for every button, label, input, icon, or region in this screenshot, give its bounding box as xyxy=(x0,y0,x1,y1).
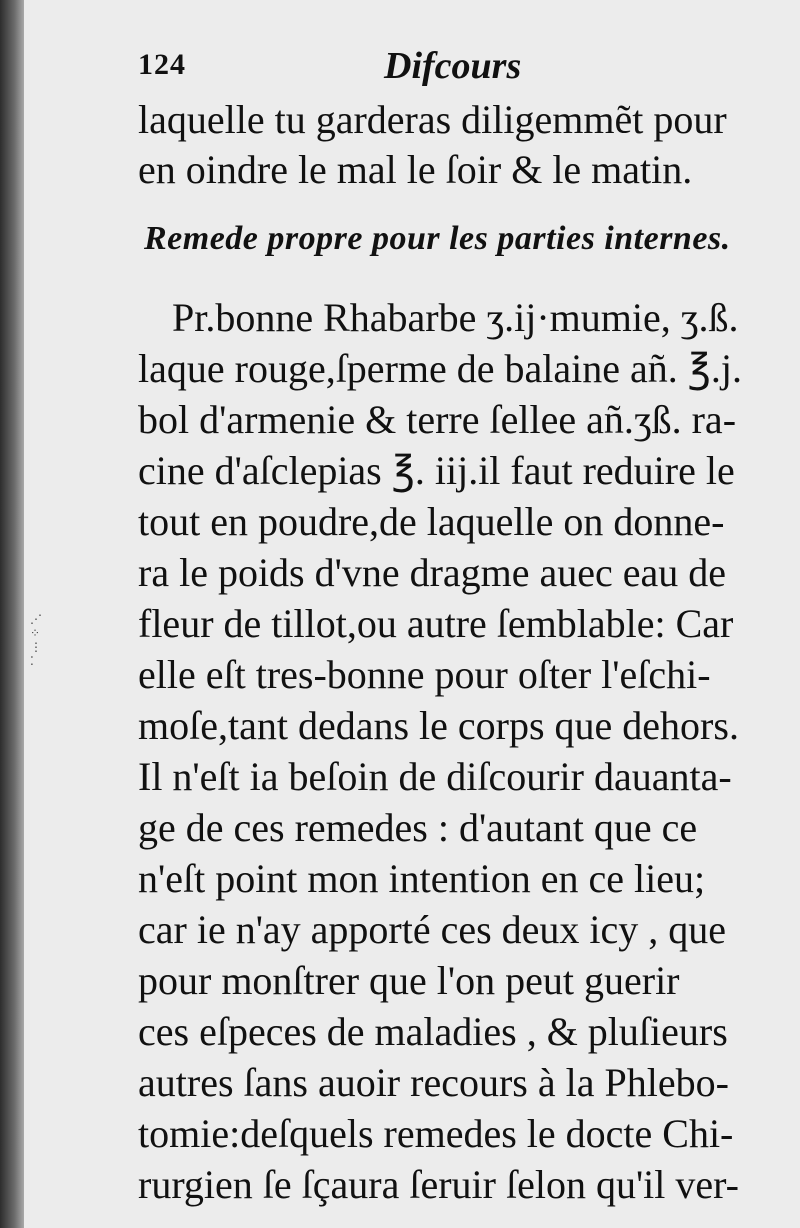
text-line: rurgien ſe ſçaura ſeruir ſelon qu'il ver- xyxy=(138,1162,739,1207)
text-line: car ie n'ay apporté ces deux icy , que xyxy=(138,907,727,952)
section-heading: Remede propre pour les parties internes. xyxy=(144,220,731,257)
text-line: ces eſpeces de maladies , & pluſieurs xyxy=(138,1009,728,1054)
text-line: tout en poudre,de laquelle on donne- xyxy=(138,499,725,544)
text-line: Pr.bonne Rhabarbe ʒ.ij·mumie, ʒ.ß. xyxy=(172,295,739,340)
text-line: n'eſt point mon intention en ce lieu; xyxy=(138,856,706,901)
text-line: en oindre le mal le ſoir & le matin. xyxy=(138,147,693,192)
text-line: tomie:deſquels remedes le docte Chi- xyxy=(138,1111,734,1156)
page-number: 124 xyxy=(138,48,186,81)
text-line: laquelle tu garderas diligemmẽt pour xyxy=(138,97,727,142)
text-line: ra le poids d'vne dragme auec eau de xyxy=(138,550,727,595)
text-line: laque rouge,ſperme de balaine añ. ℥.j. xyxy=(138,346,742,391)
text-line: autres ſans auoir recours à la Phlebo- xyxy=(138,1060,729,1105)
text-line: cine d'aſclepias ℥. iij.il faut reduire le xyxy=(138,448,735,493)
text-line: pour monſtrer que l'on peut guerir xyxy=(138,958,680,1003)
text-line: bol d'armenie & terre ſellee añ.ʒß. ra- xyxy=(138,397,737,442)
running-title: Difcours xyxy=(384,45,522,87)
ink-specks: ⋰ ⁘ ⋮ ⁚ xyxy=(30,612,42,668)
text-line: elle eſt tres-bonne pour oſter l'eſchi- xyxy=(138,652,711,697)
text-line: Il n'eſt ia beſoin de diſcourir dauanta- xyxy=(138,754,732,799)
text-line: moſe,tant dedans le corps que dehors. xyxy=(138,703,739,748)
text-line: fleur de tillot,ou autre ſemblable: Car xyxy=(138,601,734,646)
text-line: ge de ces remedes : d'autant que ce xyxy=(138,805,698,850)
